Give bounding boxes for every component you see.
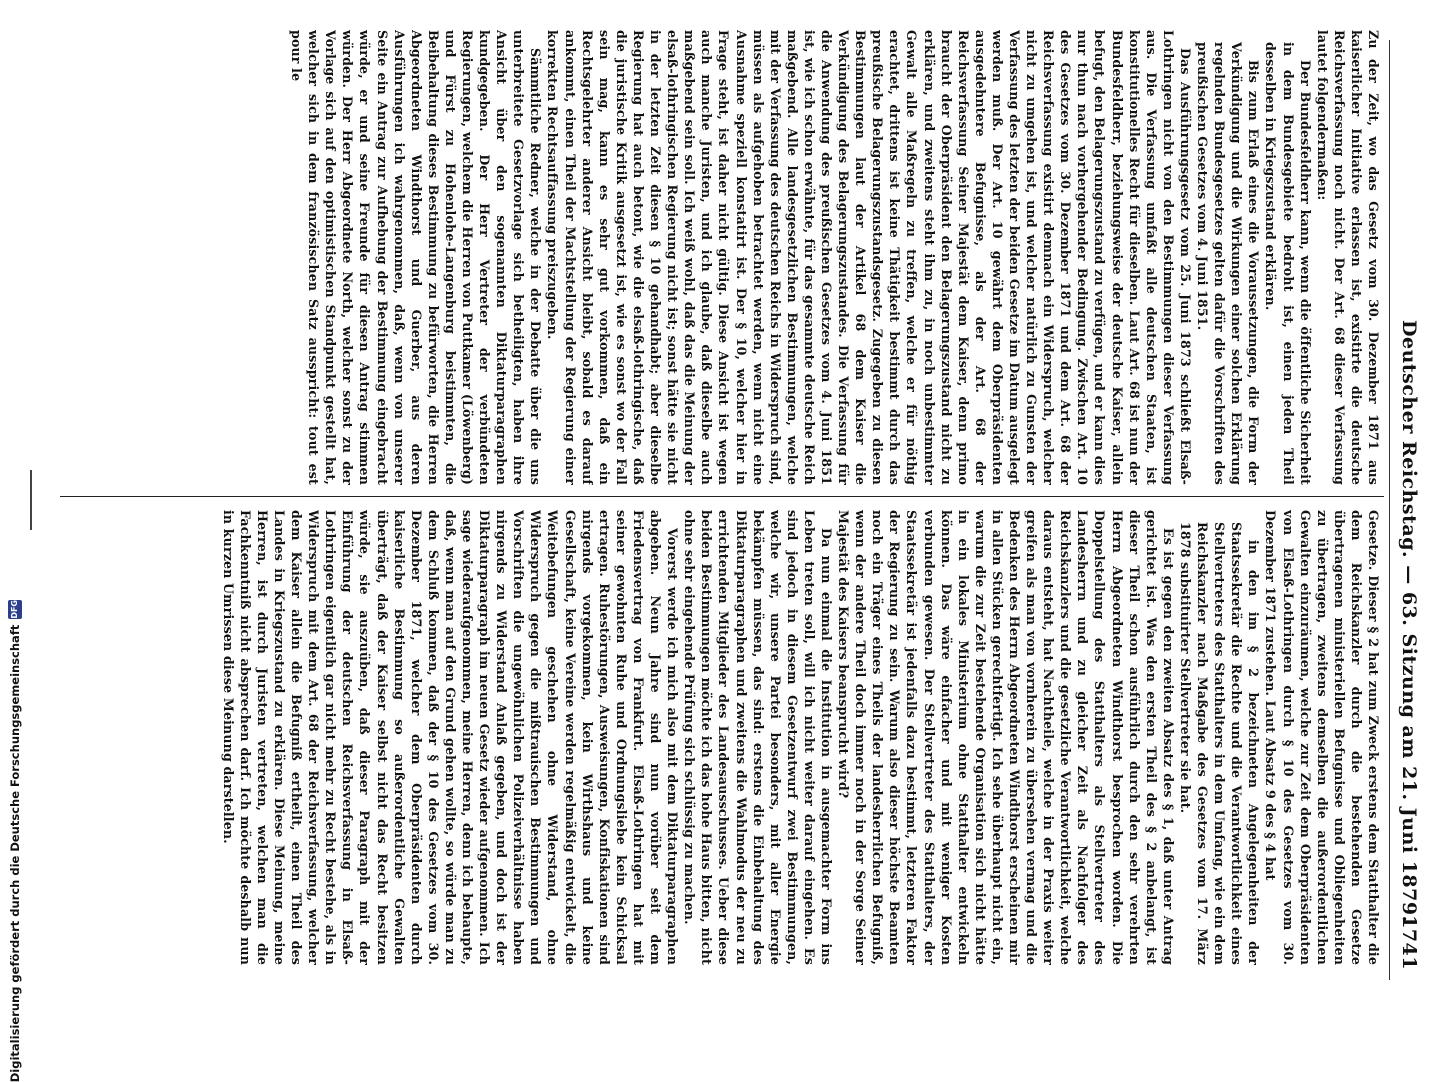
- credit-text: Digitalisierung gefördert durch die Deutsche Forschungsgemeinschaft: [8, 624, 22, 1082]
- column-divider: [60, 496, 1384, 497]
- paragraph: Sämmtliche Redner, welche in der Debatte über die uns unterbreitete Gesetzvorlage sich betheiligten, haben ihre Ansicht über den sogenannten Diktaturparagraphen kundgegeben. Der Herr Vertreter der verbündeten Regierungen, welchem die Herren von Puttkamer (Löwenberg) und Fürst zu Hohenlohe-Langenburg beistimmten, die Beibehaltung dieses Bestimmung zu befürworten, die Herren Abgeordneten Windthorst und Guerber, aus deren Ausführungen ich wahrgenommen, daß, wenn von unserer Seite ein Antrag zur Aufhebung der Bestimmung eingebracht würde, er und seine Freunde für diesen Antrag stimmen würden. Der Herr Abgeordnete North, welcher sonst zu der Vorlage sich auf den optimistischen Standpunkt gestellt hat, welcher sich in dem französischen Satz ausspricht: tout est pour le: [289, 30, 544, 485]
- paragraph: Gesetze. Dieser § 2 hat zum Zweck erstens dem Statthalter die dem Reichskanzler durch die bestehenden Gesetze übertragenen ministeriellen Befugnisse und Obliegenheiten zu übertragen, zweitens demselben die außerordentlichen Gewalten einzuräumen, welche zur Zeit dem Oberpräsidenten von Elsaß-Lothringen durch § 10 des Gesetzes vom 30. Dezember 1871 zustehen. Laut Absatz 9 des § 4 hat: [1263, 510, 1381, 965]
- quoted-paragraph: in den im § 2 bezeichneten Angelegenheiten der Staatssekretär die Rechte und die Verantwortlichkeit eines Stellvertreters des Statthalters in dem Umfang, wie ein dem Reichskanzler nach Maßgabe des Gesetzes vom 17. März 1878 substituirter Stellvertreter sie hat.: [1177, 522, 1262, 965]
- running-head: [1389, 40, 1424, 980]
- paragraph: Es ist gegen den zweiten Absatz des § 1, daß unter Antrag gerichtet ist. Was den ersten Theil des § 2 anbelangt, ist dieser Theil schon ausführlich durch den sehr verehrten Herrn Abgeordneten Windthorst besprochen worden. Die Doppelstellung des Statthalters als Stellvertreter des Landesherrn und zu gleicher Zeit als Nachfolger des Reichskanzlers und die gesetzliche Verantwortlichkeit, welche daraus entsteht, hat Nachtheile, welche in der Praxis weiter greifen als man von vornherein zu übersehen vermag und die Bedenken des Herrn Abgeordneten Windthorst erscheinen mir in allen Stücken gerechtfertigt. Ich sehe überhaupt nicht ein, warum die zur Zeit bestehende Organisation sich nicht hätte in ein lokales Ministerium ohne Statthalter entwickeln können. Das wäre einfacher und mit weniger Kosten verbunden gewesen. Der Stellvertreter des Statthalters, der Staatssekretär ist jedenfalls dazu bestimmt, letzteren Faktor der Regierung zu sein. Warum also dieser höchste Beamten noch ein Träger eines Theils der landesherrlichen Befugniß, wenn der andere Theil doch immer noch in der Sorge Seiner Majestät des Kaisers beansprucht wird?: [836, 510, 1176, 965]
- digitization-credit: [4, 600, 26, 1082]
- text-column-left: [60, 30, 1382, 485]
- paragraph: Vorerst werde ich mich also mit dem Diktaturparagraphen abgeben. Neun Jahre sind nun vorüber seit dem Friedensvertrag von Frankfurt. Elsaß-Lothringen hat mit seiner gewohnten Ruhe und Ordnungsliebe kein Schicksal ertragen. Ruhestörungen, Ausweisungen, Konfiskationen sind nirgends vorgekommen, kein Wirthshaus und keine Gesellschaft, keine Vereine werden regelmäßig entwickelt, die Weitebefungen geschehen ohne Widerstand, ohne Widerspruch gegen die mißtrauischen Bestimmungen und Vorschriften die ungewöhnlichen Polizeiverhältnisse haben nirgends zu Widerstand Anlaß gegeben, und doch ist der Diktaturparagraph im neuen Gesetz wieder aufgenommen. Ich sage wiederaufgenommen, meine Herren, denn ich behaupte, daß, wenn man auf den Grund gehen wollte, so würde man zu dem Schluß kommen, daß der § 10 des Gesetzes vom 30. Dezember 1871, welcher dem Oberpräsidenten durch kaiserliche Bestimmung so außerordentliche Gewalten überträgt, daß der Kaiser selbst nicht das Recht besitzen würde, sie auszuüben, daß dieser Paragraph mit der Einführung der deutschen Reichsverfassung in Elsaß-Lothringen eigentlich gar nicht mehr zu Recht bestehe, als in Widerspruch mit dem Art. 68 der Reichsverfassung, welcher dem Kaiser allein die Befugniß ertheilt, einen Theil des Landes in Kriegszustand zu erklären. Diese Meinung, meine Herren, ist durch Juristen vertreten, welchen man die Fachkenntniß nicht absprechen darf. Ich möchte deshalb nun in kurzen Umrissen diese Meinung darstellen.: [220, 510, 681, 965]
- page-number: 1741: [1398, 915, 1420, 970]
- footer-rule: [26, 470, 32, 530]
- paragraph: Zu der Zeit, wo das Gesetz vom 30. Dezember 1871 aus kaiserlicher Initiative erlassen ist, existirte die deutsche Reichsverfassung noch nicht. Der Art. 68 dieser Verfassung lautet folgendermaßen:: [1314, 30, 1381, 485]
- text-column-right: [60, 510, 1382, 965]
- dfg-logo-icon: DFG: [8, 600, 22, 619]
- quoted-paragraph: Bis zum Erlaß eines die Voraussetzungen, die Form der Verkündigung und die Wirkungen einer solchen Erklärung regelnden Bundesgesetzes gelten dafür die Vorschriften des preußischen Gesetzes vom 4. Juni 1851.: [1195, 42, 1262, 485]
- paragraph: Da nun einmal die Institution in ausgemachter Form ins Leben treten soll, will ich nicht weiter darauf eingehen. Es sind jedoch in diesem Gesetzentwurf zwei Bestimmungen, welche wir, unsere Partei besonders, mit aller Energie bekämpfen müssen, das sind: erstens die Einbehaltung des Diktaturparagraphen und zweitens die Wahlmodus der neu zu errichtenden Mitglieder des Landesausschusses. Ueber diese beiden Bestimmungen möchte ich das hohe Haus bitten, nicht ohne sehr eingehende Prüfung sich schlüssig zu machen.: [682, 510, 834, 965]
- running-head-title: Deutscher Reichstag. — 63. Sitzung am 21. Juni 1879.: [1398, 320, 1420, 923]
- paragraph: Das Ausführungsgesetz vom 25. Juni 1873 schließt Elsaß-Lothringen nicht von den Bestimmungen dieser Verfassung aus. Die Verfassung umfaßt alle deutschen Staaten, ist konstitutionelles Recht für dieselben. Laut Art. 68 ist nun der Bundesfeldherr, beziehungsweise der deutsche Kaiser, allein befugt, den Belagerungszustand zu verfügen, und er kann dies nur thun nach vorhergehender Bedingung. Zwischen Art. 10 des Gesetzes vom 30. Dezember 1871 und dem Art. 68 der Reichsverfassung existirt demnach ein Widerspruch, welcher nicht zu umgehen ist, und welcher natürlich zu Gunsten der Verfassung des letzten der beiden Gesetze im Datum ausgelegt werden muß. Der Art. 10 gewährt dem Oberpräsidenten ausgedehntere Befugnisse, als der Art. 68 der Reichsverfassung Seiner Majestät dem Kaiser, denn primo braucht der Oberpräsident den Belagerungszustand nicht zu erklären, und zweitens steht ihm zu, in noch unbestimmter Gewalt alle Maßregeln zu treffen, welche er für nöthig erachtet, drittens ist keine Thätigkeit bestimmt durch das preußische Belagerungszustandsgesetz. Zugegeben zu diesen Bestimmungen laut der Artikel 68 dem Kaiser die Verkündigung des Belagerungszustandes. Die Verfassung für die Anwendung des preußischen Gesetzes vom 4. Juni 1851 ist, wie ich schon erwähnte, für das gesammte deutsche Reich maßgebend. Alle landesgesetzlichen Bestimmungen, welche mit der Verfassung des deutschen Reichs in Widerspruch sind, müssen als aufgehoben betrachtet werden, wenn nicht eine Ausnahme speziell konstatirt ist. Der § 10, welcher hier in Frage steht, ist daher nicht gültig. Diese Ansicht ist wegen auch manche Juristen, und ich glaube, daß dieselbe auch maßgebend sein soll. Ich weiß wohl, daß das die Meinung der elsaß-lothringischen Regierung nicht ist; sonst hätte sie nicht in der letzten Zeit diesen § 10 gehandhabt; aber dieselbe Regierung hat auch betont, wie die elsaß-lothringische, daß die juristische Kritik ausgesetzt ist, wie es sonst wo der Fall sein mag, kann es sehr gut vorkommen, daß ein Rechtsgelehrter anderer Ansicht bleibt, sobald es darauf ankommt, einen Theil der Machtstellung der Regierung einer korrekten Rechtsauffassung preiszugeben.: [545, 30, 1193, 485]
- quoted-paragraph: Der Bundesfeldherr kann, wenn die öffentliche Sicherheit in dem Bundesgebiete bedroht ist, einen jeden Theil desselben in Kriegszustand erklären.: [1263, 42, 1313, 485]
